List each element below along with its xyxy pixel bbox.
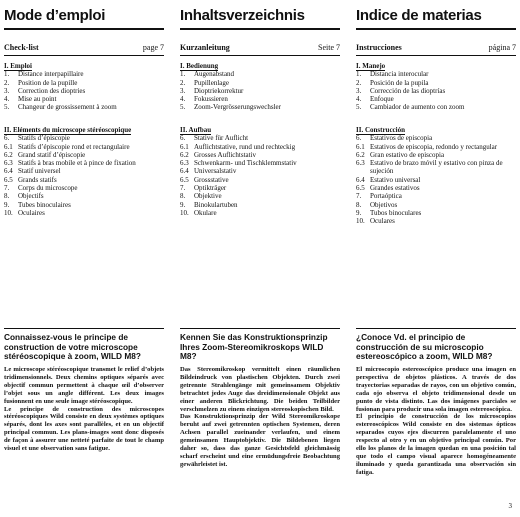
list-item: 6.4 Universalstativ bbox=[180, 167, 237, 176]
question-rule bbox=[4, 328, 164, 329]
paragraph: Das Konstruktionsprinzip der Wild Stereomikroskope beruht auf zwei getrennten optischen Systemen, deren Achsen parallel zueinander verlaufen, und einem gemeinsamen Hauptobjektiv. Die Bildebenen liegen daher so, dass das ganze Gesichtsfeld gleichmässig scharf erscheint und eine ermüdungsfreie Beobachtung gewährleistet ist. bbox=[180, 413, 340, 468]
body-text bbox=[180, 366, 340, 469]
list-item: 6. Estativos de episcopia bbox=[356, 134, 433, 143]
list-item: 6.5 Grandes estativos bbox=[356, 184, 420, 193]
list-item: 8. Objektive bbox=[180, 192, 222, 201]
checklist-header bbox=[4, 42, 164, 53]
list-item: 7. Optikträger bbox=[180, 184, 227, 193]
column-title: Indice de materias bbox=[356, 7, 482, 24]
list-item: 6.3 Statifs à bras mobile et à pince de fixation bbox=[4, 159, 136, 168]
list-item: 6.1 Statifs d’épiscopie rond et rectangulaire bbox=[4, 142, 130, 151]
list-item: 2. Position de la pupille bbox=[4, 78, 78, 87]
list-item: 5. Cambiador de aumento con zoom bbox=[356, 103, 465, 112]
column-german bbox=[180, 0, 340, 468]
list-item: 6.1 Auflichtstative, rund und rechteckig bbox=[180, 142, 296, 151]
section-1 bbox=[356, 62, 516, 112]
checklist-label: Kurzanleitung bbox=[180, 43, 230, 52]
checklist-page: página 7 bbox=[488, 43, 516, 52]
question-rule bbox=[356, 328, 516, 329]
section-title: II. Aufbau bbox=[180, 126, 212, 134]
list-item: 1. Distancia interocular bbox=[356, 70, 429, 79]
paragraph: Le microscope stéréoscopique transmet le relief d’objets tridimensionnels. Deux chemins optiques séparés avec objectif commun permettent à chaque œil d’observer l’objet sous un angle différent. Les deux images fusionnent en une seule image stéréoscopique. bbox=[4, 366, 164, 405]
list-item: 2. Posición de la pupila bbox=[356, 78, 429, 87]
column-title: Mode d’emploi bbox=[4, 7, 106, 24]
list-item: 1. Distance interpapillaire bbox=[4, 70, 84, 79]
list-item: 4. Enfoque bbox=[356, 95, 394, 104]
list-item: 6.3 Estativo de brazo móvil y estativo con pinza de sujeción bbox=[356, 159, 503, 176]
list-item: 9. Tubes binoculaires bbox=[4, 200, 71, 209]
column-title: Inhaltsverzeichnis bbox=[180, 7, 305, 24]
title-rule bbox=[180, 28, 340, 30]
section-title: I. Emploi bbox=[4, 62, 33, 70]
list-item: 3. Dioptriekorrektur bbox=[180, 86, 244, 95]
list-item: 7. Portaóptica bbox=[356, 192, 402, 201]
question-rule bbox=[180, 328, 340, 329]
section-1 bbox=[180, 62, 340, 112]
list-item: 6.5 Grands statifs bbox=[4, 175, 57, 184]
list-item: 6.3 Schwenkarm- und Tischklemmstativ bbox=[180, 159, 297, 168]
list-item: 1. Augenabstand bbox=[180, 70, 235, 79]
list-item: 6.4 Statif universel bbox=[4, 167, 61, 176]
checklist-header bbox=[180, 42, 340, 53]
body-text bbox=[4, 366, 164, 453]
section-title: II. Eléments du microscope stéréoscopique bbox=[4, 126, 132, 134]
paragraph: El microscopio estereoscópico produce una imagen en perspectiva de objetos plásticos. A través de dos trayectorias separadas de rayos, con un objetivo común, cada ojo observa el objeto tridimensional desde un punto de vista distinto. Las dos imágenes parciales se fusionan para producir una sola imagen estereoscópica. bbox=[356, 366, 516, 413]
list-item: 6. Stative für Auflicht bbox=[180, 134, 249, 143]
list-item: 6.1 Estativos de episcopia, redondo y rectangular bbox=[356, 142, 498, 151]
body-text bbox=[356, 366, 516, 477]
list-item: 6.5 Grossstative bbox=[180, 175, 229, 184]
list-item: 6.2 Gran estativo de episcopia bbox=[356, 150, 445, 159]
list-item: 10. Oculaires bbox=[4, 208, 45, 217]
list-item: 9. Tubos binoculares bbox=[356, 208, 422, 217]
page-number: 3 bbox=[508, 502, 512, 510]
list-item: 8. Objetivos bbox=[356, 200, 398, 209]
paragraph: Le principe de construction des microscopes stéréoscopiques Wild consiste en deux systèmes optiques séparés, dont les axes sont parallèles, et en un objectif principal commun. Les plans-images sont donc disposés de façon à assurer une netteté parfaite de tout le champ visuel et une observation sans fatigue. bbox=[4, 405, 164, 453]
column-french bbox=[4, 0, 164, 453]
list-item: 6.4 Estativo universal bbox=[356, 175, 421, 184]
checklist-page: Seite 7 bbox=[318, 43, 340, 52]
header-rule bbox=[356, 55, 516, 56]
header-rule bbox=[180, 55, 340, 56]
checklist-label: Check-list bbox=[4, 43, 39, 52]
checklist-label: Instrucciones bbox=[356, 43, 402, 52]
title-rule bbox=[356, 28, 516, 30]
section-2 bbox=[180, 126, 340, 217]
list-item: 6. Statifs d’épiscopie bbox=[4, 134, 70, 143]
checklist-header bbox=[356, 42, 516, 53]
list-item: 9. Binokulartuben bbox=[180, 200, 238, 209]
section-title: II. Construcción bbox=[356, 126, 406, 134]
list-item: 8. Objectifs bbox=[4, 192, 44, 201]
section-2 bbox=[4, 126, 164, 217]
list-item: 6.2 Grosses Auflichtstativ bbox=[180, 150, 257, 159]
section-1 bbox=[4, 62, 164, 112]
list-item: 2. Pupillenlage bbox=[180, 78, 229, 87]
list-item: 5. Zoom-Vergrösserungswechsler bbox=[180, 103, 281, 112]
list-item: 4. Mise au point bbox=[4, 95, 57, 104]
section-title: I. Bedienung bbox=[180, 62, 219, 70]
list-item: 5. Changeur de grossissement à zoom bbox=[4, 103, 117, 112]
checklist-page: page 7 bbox=[142, 43, 164, 52]
question-heading: ¿Conoce Vd. el principio de construcción de su microscopio estereoscópico a zoom, WILD M8? bbox=[356, 332, 493, 362]
question-heading: Connaissez-vous le principe de construction de votre microscope stéréoscopique à zoom, WILD M8? bbox=[4, 332, 141, 362]
list-item: 10. Okulare bbox=[180, 208, 217, 217]
section-title: I. Manejo bbox=[356, 62, 386, 70]
list-item: 6.2 Grand statif d’épiscopie bbox=[4, 150, 86, 159]
header-rule bbox=[4, 55, 164, 56]
title-rule bbox=[4, 28, 164, 30]
section-2 bbox=[356, 126, 516, 226]
question-heading: Kennen Sie das Konstruktionsprinzip Ihres Zoom-Stereomikroskops WILD M8? bbox=[180, 332, 328, 362]
list-item: 3. Correction des dioptries bbox=[4, 86, 86, 95]
list-item: 3. Corrección de las dioptrías bbox=[356, 86, 446, 95]
list-item: 10. Oculares bbox=[356, 217, 395, 226]
paragraph: Das Stereomikroskop vermittelt einen räumlichen Bildeindruck von plastischen Objekten. Durch zwei getrennte Strahlengänge mit gemeinsamem Objektiv betrachtet jedes Auge das dreidimensionale Objekt aus einer anderen Blickrichtung. Die beiden Teilbilder verschmelzen zu einem einzigen stereoskopischen Bild. bbox=[180, 366, 340, 413]
list-item: 7. Corps du microscope bbox=[4, 184, 78, 193]
list-item: 4. Fokussieren bbox=[180, 95, 228, 104]
column-spanish bbox=[356, 0, 516, 476]
paragraph: El principio de construcción de los microscopios estereoscópicos Wild consiste en dos sistemas ópticos separados cuyos ejes discurren paralelamente el uno respecto al otro y en un objetivo principal común. Por ello los planos de la imagen quedan en una posición tal que todo el campo visual aparece homogéneamente iluminado y queda garantizada una observación sin fatiga. bbox=[356, 413, 516, 476]
